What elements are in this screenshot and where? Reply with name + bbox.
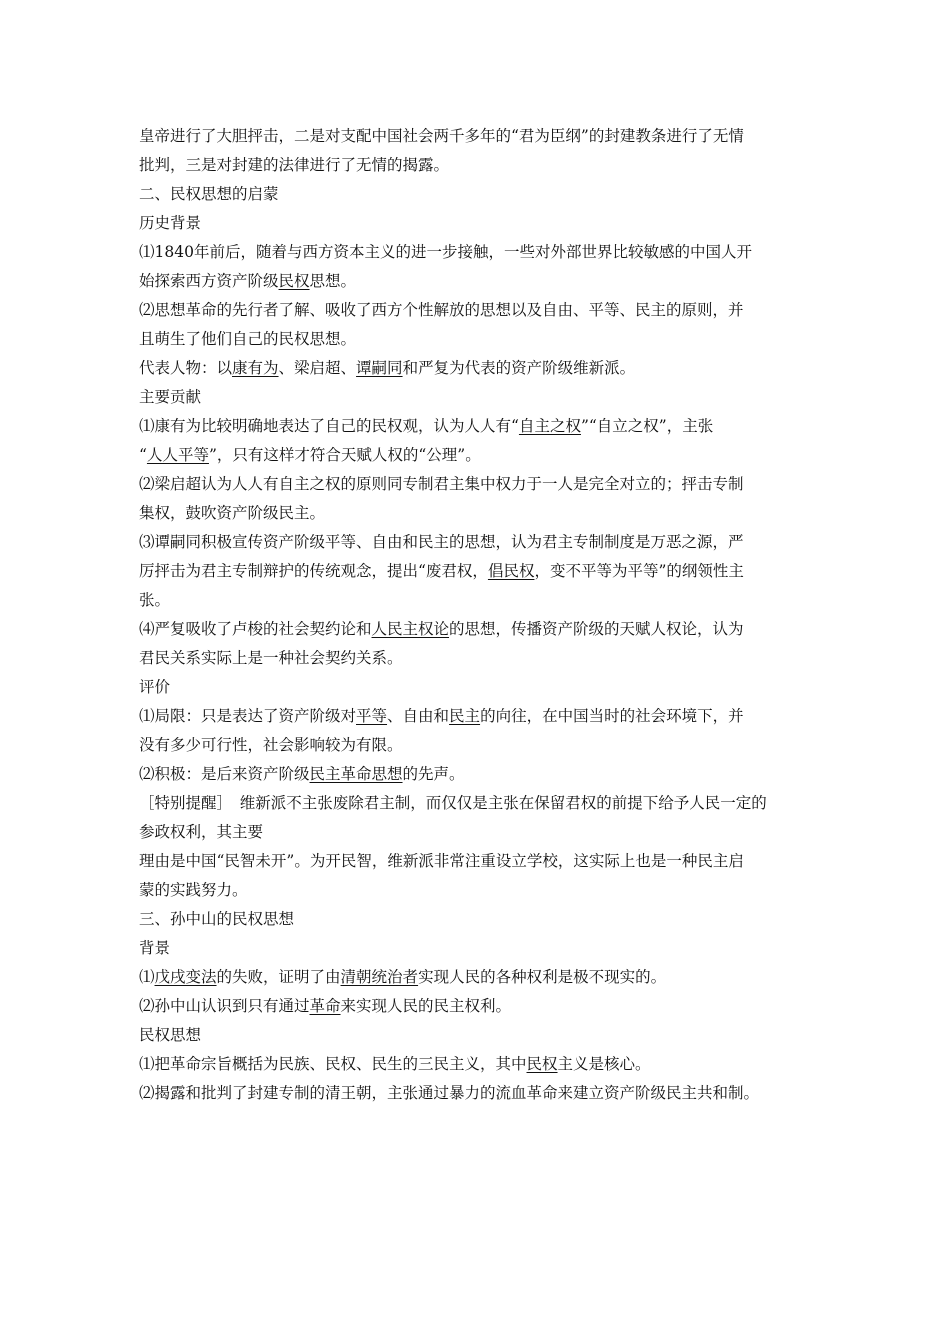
text-segment: ⑴局限：只是表达了资产阶级对 bbox=[139, 707, 357, 725]
text-segment: 的先声。 bbox=[402, 765, 465, 783]
underlined-term: 人人平等 bbox=[146, 446, 209, 464]
text-line bbox=[139, 1079, 813, 1108]
text-segment: 且萌生了他们自己的民权思想。 bbox=[139, 330, 357, 348]
text-segment: ⑵梁启超认为人人有自主之权的原则同专制君主集中权力于一人是完全对立的；抨击专制 bbox=[139, 475, 744, 493]
text-segment: 参政权利，其主要 bbox=[139, 823, 264, 841]
text-line bbox=[139, 354, 813, 383]
underlined-term: 民主 bbox=[449, 707, 481, 725]
text-segment: 评价 bbox=[139, 678, 171, 696]
text-line bbox=[139, 1021, 813, 1050]
text-segment: 厉抨击为君主专制辩护的传统观念，提出“废君权， bbox=[139, 562, 488, 580]
text-line bbox=[139, 383, 813, 412]
text-segment: 二、民权思想的启蒙 bbox=[139, 185, 279, 203]
text-line bbox=[139, 557, 813, 586]
text-line bbox=[139, 528, 813, 557]
text-segment: 蒙的实践努力。 bbox=[139, 881, 248, 899]
text-line bbox=[139, 325, 813, 354]
text-line bbox=[139, 122, 813, 151]
underlined-term: 自主之权 bbox=[518, 417, 581, 435]
text-line bbox=[139, 818, 813, 847]
text-segment: ⑴康有为比较明确地表达了自己的民权观，认为人人有“ bbox=[139, 417, 519, 435]
text-segment: 的失败，证明了由 bbox=[216, 968, 341, 986]
text-segment: 理由是中国“民智未开”。为开民智，维新派非常注重设立学校，这实际上也是一种民主启 bbox=[139, 852, 744, 870]
text-segment: ⑴1840年前后，随着与西方资本主义的进一步接触，一些对外部世界比较敏感的中国人开 bbox=[139, 243, 752, 261]
text-line bbox=[139, 963, 813, 992]
text-segment: 历史背景 bbox=[139, 214, 202, 232]
text-segment: 实现人民的各种权利是极不现实的。 bbox=[418, 968, 667, 986]
text-line bbox=[139, 1050, 813, 1079]
text-segment: ⑵思想革命的先行者了解、吸收了西方个性解放的思想以及自由、平等、民主的原则，并 bbox=[139, 301, 744, 319]
text-segment: 批判，三是对封建的法律进行了无情的揭露。 bbox=[139, 156, 450, 174]
text-segment: ”“自立之权”，主张 bbox=[580, 417, 714, 435]
text-line bbox=[139, 934, 813, 963]
text-segment: 来实现人民的民主权利。 bbox=[340, 997, 512, 1015]
text-line bbox=[139, 760, 813, 789]
text-segment: 集权，鼓吹资产阶级民主。 bbox=[139, 504, 326, 522]
text-segment: ，变不平等为平等”的纲领性主 bbox=[534, 562, 744, 580]
document-page bbox=[139, 122, 813, 1108]
underlined-term: 人民主权论 bbox=[371, 620, 450, 638]
underlined-term: 民权 bbox=[278, 272, 310, 290]
text-line bbox=[139, 441, 813, 470]
text-segment: 背景 bbox=[139, 939, 171, 957]
text-segment: 民权思想 bbox=[139, 1026, 202, 1044]
text-segment: 代表人物：以 bbox=[139, 359, 233, 377]
text-line bbox=[139, 296, 813, 325]
text-segment: 思想。 bbox=[309, 272, 357, 290]
text-segment: 的向往，在中国当时的社会环境下，并 bbox=[480, 707, 744, 725]
underlined-term: 清朝统治者 bbox=[340, 968, 419, 986]
text-segment: 没有多少可行性，社会影响较为有限。 bbox=[139, 736, 403, 754]
text-segment: 、自由和 bbox=[387, 707, 450, 725]
text-line bbox=[139, 267, 813, 296]
underlined-term: 平等 bbox=[356, 707, 388, 725]
text-line bbox=[139, 673, 813, 702]
text-line bbox=[139, 876, 813, 905]
text-segment: “ bbox=[139, 446, 147, 464]
underlined-term: 民主革命思想 bbox=[309, 765, 403, 783]
text-segment: ［特别提醒］ 维新派不主张废除君主制，而仅仅是主张在保留君权的前提下给予人民一定的 bbox=[139, 794, 767, 812]
text-line bbox=[139, 412, 813, 441]
text-line bbox=[139, 499, 813, 528]
text-line bbox=[139, 615, 813, 644]
text-segment: ⑵孙中山认识到只有通过 bbox=[139, 997, 310, 1015]
text-line bbox=[139, 992, 813, 1021]
text-segment: 始探索西方资产阶级 bbox=[139, 272, 279, 290]
text-line bbox=[139, 847, 813, 876]
text-line bbox=[139, 180, 813, 209]
text-segment: ⑶谭嗣同积极宣传资产阶级平等、自由和民主的思想，认为君主专制制度是万恶之源，严 bbox=[139, 533, 744, 551]
text-line bbox=[139, 209, 813, 238]
text-line bbox=[139, 238, 813, 267]
text-segment: 的思想，传播资产阶级的天赋人权论，认为 bbox=[449, 620, 744, 638]
text-segment: 主要贡献 bbox=[139, 388, 202, 406]
text-segment: ⑷严复吸收了卢梭的社会契约论和 bbox=[139, 620, 372, 638]
text-segment: 主义是核心。 bbox=[557, 1055, 651, 1073]
text-segment: ⑵揭露和批判了封建专制的清王朝，主张通过暴力的流血革命来建立资产阶级民主共和制。 bbox=[139, 1084, 760, 1102]
text-line bbox=[139, 905, 813, 934]
text-line bbox=[139, 702, 813, 731]
text-segment: 皇帝进行了大胆抨击，二是对支配中国社会两千多年的“君为臣纲”的封建教条进行了无情 bbox=[139, 127, 744, 145]
text-line bbox=[139, 586, 813, 615]
underlined-term: 戊戌变法 bbox=[154, 968, 217, 986]
text-line bbox=[139, 151, 813, 180]
underlined-term: 民权 bbox=[526, 1055, 558, 1073]
text-line bbox=[139, 470, 813, 499]
text-segment: 、梁启超、 bbox=[278, 359, 357, 377]
text-segment: 三、孙中山的民权思想 bbox=[139, 910, 295, 928]
underlined-term: 谭嗣同 bbox=[356, 359, 403, 377]
text-segment: ⑴ bbox=[139, 968, 155, 986]
underlined-term: 革命 bbox=[309, 997, 341, 1015]
text-segment: 君民关系实际上是一种社会契约关系。 bbox=[139, 649, 403, 667]
text-line bbox=[139, 731, 813, 760]
text-segment: 张。 bbox=[139, 591, 171, 609]
text-segment: ”，只有这样才符合天赋人权的“公理”。 bbox=[208, 446, 481, 464]
text-segment: ⑵积极：是后来资产阶级 bbox=[139, 765, 310, 783]
underlined-term: 倡民权 bbox=[487, 562, 535, 580]
text-segment: ⑴把革命宗旨概括为民族、民权、民生的三民主义，其中 bbox=[139, 1055, 527, 1073]
text-segment: 和严复为代表的资产阶级维新派。 bbox=[402, 359, 636, 377]
underlined-term: 康有为 bbox=[232, 359, 279, 377]
text-line bbox=[139, 644, 813, 673]
text-line bbox=[139, 789, 813, 818]
